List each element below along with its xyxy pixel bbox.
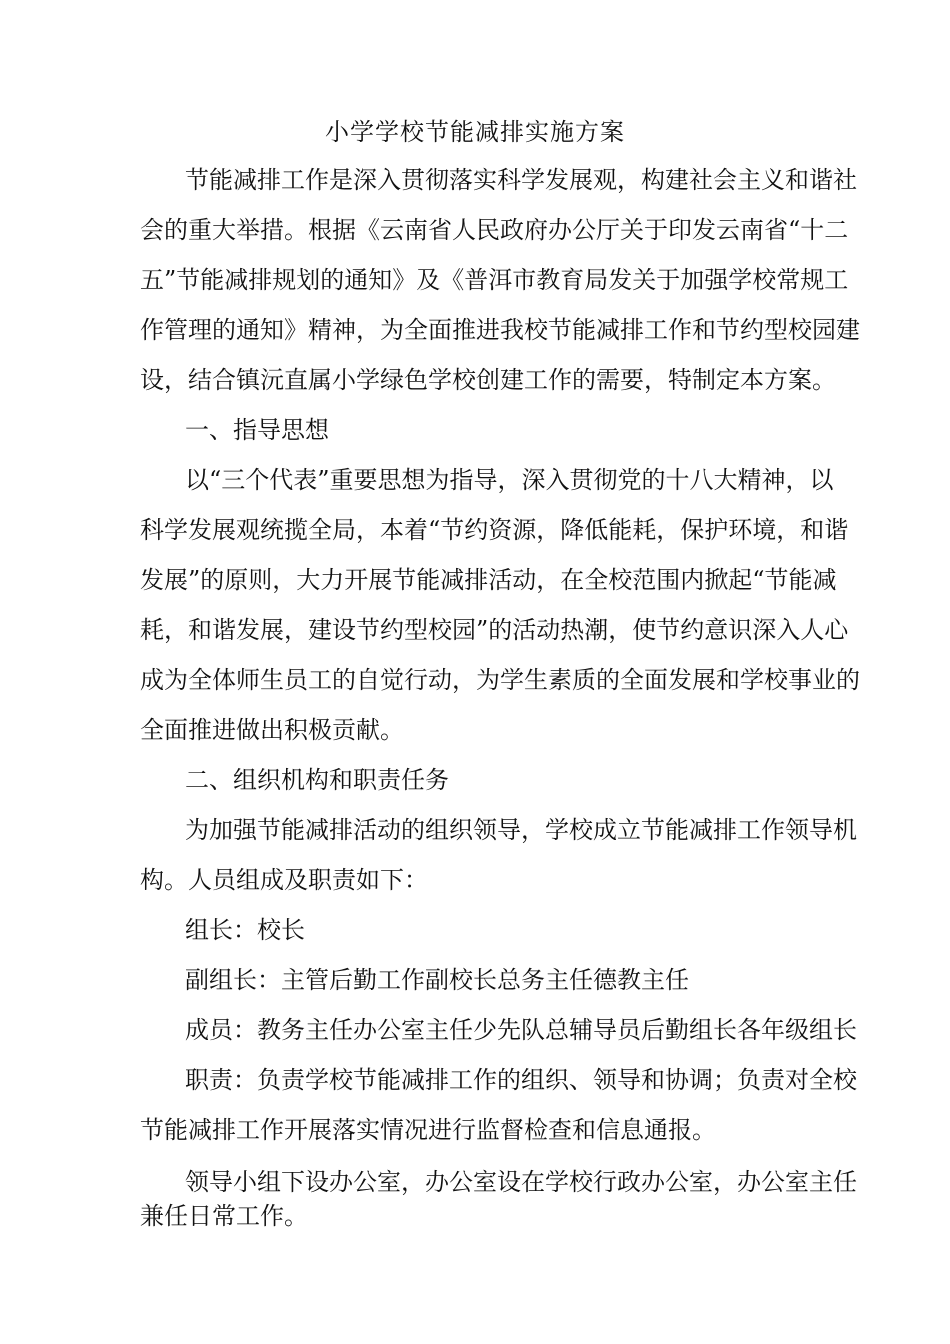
intro-line-3: 五”节能减排规划的通知》及《普洱市教育局发关于加强学校常规工	[140, 266, 849, 294]
section1-line-5: 成为全体师生员工的自觉行动，为学生素质的全面发展和学校事业的	[140, 666, 860, 694]
office-line-2: 兼任日常工作。	[140, 1202, 308, 1230]
duty-line-1: 职责：负责学校节能减排工作的组织、领导和协调；负责对全校	[185, 1066, 857, 1094]
section1-line-6: 全面推进做出积极贡献。	[140, 716, 404, 744]
section1-line-2: 科学发展观统揽全局，本着“节约资源，降低能耗，保护环境，和谐	[140, 516, 849, 544]
duty-line-2: 节能减排工作开展落实情况进行监督检查和信息通报。	[140, 1116, 716, 1144]
members-line: 成员：教务主任办公室主任少先队总辅导员后勤组长各年级组长	[185, 1016, 857, 1044]
section2-line-1: 为加强节能减排活动的组织领导，学校成立节能减排工作领导机	[185, 816, 857, 844]
deputy-line: 副组长：主管后勤工作副校长总务主任德教主任	[185, 966, 689, 994]
section1-line-1: 以“三个代表”重要思想为指导，深入贯彻党的十八大精神，以	[185, 466, 834, 494]
leader-line: 组长：校长	[185, 916, 305, 944]
section1-heading: 一、指导思想	[185, 416, 329, 444]
intro-line-4: 作管理的通知》精神，为全面推进我校节能减排工作和节约型校园建	[140, 316, 860, 344]
office-line-1: 领导小组下设办公室，办公室设在学校行政办公室，办公室主任	[185, 1168, 857, 1196]
intro-line-2: 会的重大举措。根据《云南省人民政府办公厅关于印发云南省“十二	[140, 216, 849, 244]
section1-line-4: 耗，和谐发展，建设节约型校园”的活动热潮，使节约意识深入人心	[140, 616, 849, 644]
section1-line-3: 发展”的原则，大力开展节能减排活动，在全校范围内掀起“节能减	[140, 566, 837, 594]
section2-heading: 二、组织机构和职责任务	[185, 766, 449, 794]
document-title: 小学学校节能减排实施方案	[325, 118, 625, 146]
section2-line-2: 构。人员组成及职责如下：	[140, 866, 428, 894]
intro-line-1: 节能减排工作是深入贯彻落实科学发展观，构建社会主义和谐社	[185, 166, 857, 194]
intro-line-5: 设，结合镇沅直属小学绿色学校创建工作的需要，特制定本方案。	[140, 366, 836, 394]
